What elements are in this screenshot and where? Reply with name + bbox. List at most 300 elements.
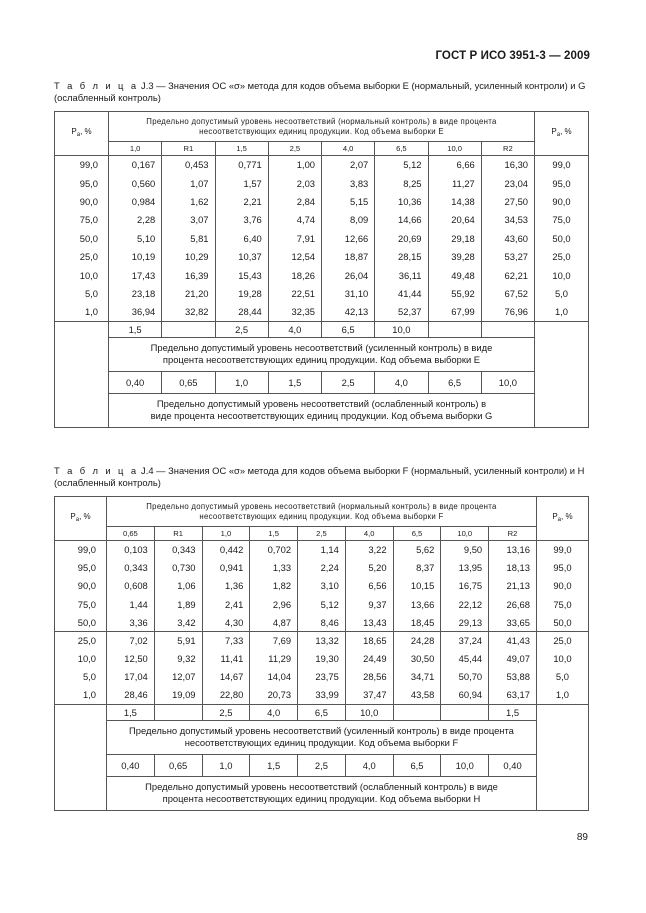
reduced-code-cell: 4,0 bbox=[375, 371, 428, 393]
value-cell: 17,04 bbox=[107, 668, 155, 686]
tightened-code-cell: 10,0 bbox=[375, 321, 428, 337]
value-cell: 10,36 bbox=[375, 192, 428, 210]
value-cell: 50,70 bbox=[441, 668, 489, 686]
value-cell: 12,66 bbox=[322, 229, 375, 247]
table-row bbox=[55, 211, 589, 229]
pa-value-left: 99,0 bbox=[55, 156, 109, 174]
value-cell: 3,07 bbox=[162, 211, 215, 229]
pa-value-right: 10,0 bbox=[535, 266, 589, 284]
codes-row bbox=[55, 527, 589, 541]
value-cell: 49,48 bbox=[428, 266, 481, 284]
value-cell: 0,343 bbox=[107, 559, 155, 577]
pa-value-right: 90,0 bbox=[536, 577, 588, 595]
codes-row bbox=[55, 142, 589, 156]
value-cell: 28,15 bbox=[375, 247, 428, 265]
value-cell: 0,560 bbox=[109, 174, 162, 192]
value-cell: 36,11 bbox=[375, 266, 428, 284]
value-cell: 18,45 bbox=[393, 613, 441, 631]
pa-value-right: 95,0 bbox=[536, 559, 588, 577]
pa-value-left: 25,0 bbox=[55, 631, 107, 649]
value-cell: 11,27 bbox=[428, 174, 481, 192]
value-cell: 2,28 bbox=[109, 211, 162, 229]
value-cell: 5,91 bbox=[154, 631, 202, 649]
pa-subscript: a bbox=[75, 517, 80, 523]
table-j3-caption bbox=[54, 80, 594, 103]
code-cell: 1,5 bbox=[215, 142, 268, 156]
value-cell: 27,50 bbox=[481, 192, 534, 210]
pa-value-right: 5,0 bbox=[535, 284, 589, 302]
value-cell: 16,30 bbox=[481, 156, 534, 174]
value-cell: 2,41 bbox=[202, 595, 250, 613]
pa-value-right: 50,0 bbox=[535, 229, 589, 247]
value-cell: 10,15 bbox=[393, 577, 441, 595]
tightened-inspection-text: Предельно допустимый уровень несоответствий (усиленный контроль) в виде процента несоответствующих единиц продукции. Код объема выборки Е bbox=[109, 337, 535, 371]
value-cell: 11,29 bbox=[250, 650, 298, 668]
value-cell: 13,16 bbox=[489, 541, 537, 559]
value-cell: 12,54 bbox=[268, 247, 321, 265]
value-cell: 1,89 bbox=[154, 595, 202, 613]
pa-symbol: P bbox=[551, 127, 557, 136]
value-cell: 30,50 bbox=[393, 650, 441, 668]
tightened-inspection-text: Предельно допустимый уровень несоответствий (усиленный контроль) в виде процента несоответствующих единиц продукции. Код объема выборки F bbox=[107, 720, 537, 754]
pa-value-right: 95,0 bbox=[535, 174, 589, 192]
pa-value-left: 10,0 bbox=[55, 266, 109, 284]
header-row bbox=[55, 497, 589, 527]
table-row bbox=[55, 229, 589, 247]
code-cell: 10,0 bbox=[428, 142, 481, 156]
pa-symbol: P bbox=[552, 512, 558, 521]
value-cell: 0,984 bbox=[109, 192, 162, 210]
value-cell: 5,81 bbox=[162, 229, 215, 247]
pa-unit: , % bbox=[561, 512, 573, 521]
value-cell: 13,66 bbox=[393, 595, 441, 613]
tightened-text-row bbox=[55, 720, 589, 754]
value-cell: 24,49 bbox=[345, 650, 393, 668]
value-cell: 4,74 bbox=[268, 211, 321, 229]
code-cell: 4,0 bbox=[322, 142, 375, 156]
code-cell: 2,5 bbox=[298, 527, 346, 541]
reduced-code-cell: 1,0 bbox=[202, 754, 250, 776]
table-row bbox=[55, 541, 589, 559]
value-cell: 10,19 bbox=[109, 247, 162, 265]
tightened-code-cell: 2,5 bbox=[215, 321, 268, 337]
value-cell: 14,66 bbox=[375, 211, 428, 229]
value-cell: 21,20 bbox=[162, 284, 215, 302]
value-cell: 0,941 bbox=[202, 559, 250, 577]
value-cell: 28,46 bbox=[107, 686, 155, 704]
value-cell: 41,43 bbox=[489, 631, 537, 649]
value-cell: 12,07 bbox=[154, 668, 202, 686]
value-cell: 16,75 bbox=[441, 577, 489, 595]
pa-unit: , % bbox=[80, 127, 92, 136]
value-cell: 4,87 bbox=[250, 613, 298, 631]
code-cell: 6,5 bbox=[375, 142, 428, 156]
value-cell: 22,80 bbox=[202, 686, 250, 704]
value-cell: 1,82 bbox=[250, 577, 298, 595]
value-cell: 6,56 bbox=[345, 577, 393, 595]
normal-inspection-header: Предельно допустимый уровень несоответствий (нормальный контроль) в виде процента несоответствующих единиц продукции. Код объема выборки Е bbox=[109, 112, 535, 142]
value-cell: 67,52 bbox=[481, 284, 534, 302]
pa-subscript: a bbox=[76, 132, 81, 138]
footer-blank-right bbox=[535, 321, 589, 427]
value-cell: 37,24 bbox=[441, 631, 489, 649]
tightened-code-cell: 1,5 bbox=[109, 321, 162, 337]
value-cell: 0,343 bbox=[154, 541, 202, 559]
pa-value-left: 90,0 bbox=[55, 577, 107, 595]
value-cell: 34,71 bbox=[393, 668, 441, 686]
value-cell: 5,15 bbox=[322, 192, 375, 210]
value-cell: 0,453 bbox=[162, 156, 215, 174]
value-cell: 0,167 bbox=[109, 156, 162, 174]
value-cell: 1,14 bbox=[298, 541, 346, 559]
value-cell: 31,10 bbox=[322, 284, 375, 302]
value-cell: 37,47 bbox=[345, 686, 393, 704]
value-cell: 5,62 bbox=[393, 541, 441, 559]
value-cell: 33,99 bbox=[298, 686, 346, 704]
pa-value-left: 75,0 bbox=[55, 211, 109, 229]
pa-value-left: 99,0 bbox=[55, 541, 107, 559]
code-cell: 2,5 bbox=[268, 142, 321, 156]
value-cell: 32,35 bbox=[268, 303, 321, 321]
value-cell: 14,04 bbox=[250, 668, 298, 686]
tightened-code-cell bbox=[162, 321, 215, 337]
pa-subscript: a bbox=[557, 517, 562, 523]
value-cell: 6,40 bbox=[215, 229, 268, 247]
pa-value-right: 90,0 bbox=[535, 192, 589, 210]
value-cell: 0,608 bbox=[107, 577, 155, 595]
value-cell: 2,96 bbox=[250, 595, 298, 613]
reduced-code-cell: 0,40 bbox=[107, 754, 155, 776]
pa-value-left: 75,0 bbox=[55, 595, 107, 613]
pa-value-right: 50,0 bbox=[536, 613, 588, 631]
value-cell: 6,66 bbox=[428, 156, 481, 174]
reduced-codes-row bbox=[55, 371, 589, 393]
page-number: 89 bbox=[576, 832, 588, 843]
pa-value-left: 1,0 bbox=[55, 303, 109, 321]
value-cell: 36,94 bbox=[109, 303, 162, 321]
value-cell: 1,44 bbox=[107, 595, 155, 613]
pa-value-right: 25,0 bbox=[536, 631, 588, 649]
value-cell: 14,67 bbox=[202, 668, 250, 686]
pa-value-right: 10,0 bbox=[536, 650, 588, 668]
code-cell: 10,0 bbox=[441, 527, 489, 541]
value-cell: 11,41 bbox=[202, 650, 250, 668]
pa-value-right: 99,0 bbox=[536, 541, 588, 559]
tightened-code-cell: 2,5 bbox=[202, 704, 250, 720]
value-cell: 22,51 bbox=[268, 284, 321, 302]
reduced-inspection-text: Предельно допустимый уровень несоответствий (ослабленный контроль) в виде процента несоответствующих единиц продукции. Код объема выборки G bbox=[109, 393, 535, 427]
value-cell: 19,30 bbox=[298, 650, 346, 668]
table-j3 bbox=[54, 111, 589, 428]
tightened-code-cell bbox=[481, 321, 534, 337]
reduced-codes-row bbox=[55, 754, 589, 776]
value-cell: 10,29 bbox=[162, 247, 215, 265]
tightened-code-cell: 1,5 bbox=[489, 704, 537, 720]
value-cell: 10,37 bbox=[215, 247, 268, 265]
value-cell: 62,21 bbox=[481, 266, 534, 284]
table-row bbox=[55, 174, 589, 192]
value-cell: 19,09 bbox=[154, 686, 202, 704]
value-cell: 7,69 bbox=[250, 631, 298, 649]
value-cell: 4,30 bbox=[202, 613, 250, 631]
value-cell: 2,03 bbox=[268, 174, 321, 192]
table-row bbox=[55, 650, 589, 668]
pa-value-right: 25,0 bbox=[535, 247, 589, 265]
tightened-code-cell bbox=[441, 704, 489, 720]
value-cell: 0,442 bbox=[202, 541, 250, 559]
value-cell: 52,37 bbox=[375, 303, 428, 321]
reduced-code-cell: 0,40 bbox=[489, 754, 537, 776]
tightened-code-cell: 1,5 bbox=[107, 704, 155, 720]
reduced-code-cell: 2,5 bbox=[322, 371, 375, 393]
value-cell: 9,37 bbox=[345, 595, 393, 613]
pa-value-right: 75,0 bbox=[535, 211, 589, 229]
tightened-code-cell: 4,0 bbox=[250, 704, 298, 720]
table-j4 bbox=[54, 496, 589, 811]
tightened-code-cell: 6,5 bbox=[298, 704, 346, 720]
table-row bbox=[55, 686, 589, 704]
value-cell: 29,18 bbox=[428, 229, 481, 247]
value-cell: 3,42 bbox=[154, 613, 202, 631]
value-cell: 23,04 bbox=[481, 174, 534, 192]
value-cell: 8,37 bbox=[393, 559, 441, 577]
caption-text: J.3 — Значения ОС «σ» метода для кодов объема выборки Е (нормальный, усиленный контроли) и G (ослабленный контроль) bbox=[54, 80, 586, 103]
code-cell: R2 bbox=[481, 142, 534, 156]
table-row bbox=[55, 266, 589, 284]
code-cell: 1,0 bbox=[109, 142, 162, 156]
table-row bbox=[55, 595, 589, 613]
value-cell: 20,69 bbox=[375, 229, 428, 247]
pa-value-left: 1,0 bbox=[55, 686, 107, 704]
footer-blank-left bbox=[55, 321, 109, 427]
reduced-code-cell: 1,0 bbox=[215, 371, 268, 393]
table-row bbox=[55, 284, 589, 302]
document-header: ГОСТ Р ИСО 3951-3 — 2009 bbox=[435, 50, 590, 62]
pa-symbol: P bbox=[70, 512, 76, 521]
table-row bbox=[55, 247, 589, 265]
table-row bbox=[55, 668, 589, 686]
header-row bbox=[55, 112, 589, 142]
value-cell: 15,43 bbox=[215, 266, 268, 284]
pa-unit: , % bbox=[560, 127, 572, 136]
value-cell: 17,43 bbox=[109, 266, 162, 284]
value-cell: 0,103 bbox=[107, 541, 155, 559]
tightened-code-cell: 10,0 bbox=[345, 704, 393, 720]
value-cell: 14,38 bbox=[428, 192, 481, 210]
code-cell: R1 bbox=[162, 142, 215, 156]
value-cell: 20,64 bbox=[428, 211, 481, 229]
value-cell: 9,50 bbox=[441, 541, 489, 559]
value-cell: 5,20 bbox=[345, 559, 393, 577]
table-row bbox=[55, 631, 589, 649]
pa-value-left: 95,0 bbox=[55, 174, 109, 192]
value-cell: 18,26 bbox=[268, 266, 321, 284]
value-cell: 12,50 bbox=[107, 650, 155, 668]
value-cell: 63,17 bbox=[489, 686, 537, 704]
tightened-codes-row bbox=[55, 321, 589, 337]
pa-value-left: 5,0 bbox=[55, 668, 107, 686]
value-cell: 0,771 bbox=[215, 156, 268, 174]
value-cell: 8,25 bbox=[375, 174, 428, 192]
value-cell: 1,57 bbox=[215, 174, 268, 192]
table-row bbox=[55, 156, 589, 174]
normal-inspection-header: Предельно допустимый уровень несоответствий (нормальный контроль) в виде процента несоответствующих единиц продукции. Код объема выборки F bbox=[107, 497, 537, 527]
value-cell: 0,702 bbox=[250, 541, 298, 559]
value-cell: 8,09 bbox=[322, 211, 375, 229]
pa-header-right bbox=[535, 112, 589, 156]
value-cell: 5,12 bbox=[375, 156, 428, 174]
reduced-code-cell: 0,65 bbox=[162, 371, 215, 393]
value-cell: 43,58 bbox=[393, 686, 441, 704]
value-cell: 33,65 bbox=[489, 613, 537, 631]
value-cell: 5,10 bbox=[109, 229, 162, 247]
pa-header-right bbox=[536, 497, 588, 541]
pa-value-right: 75,0 bbox=[536, 595, 588, 613]
table-row bbox=[55, 192, 589, 210]
value-cell: 23,75 bbox=[298, 668, 346, 686]
caption-label: Т а б л и ц а bbox=[54, 80, 139, 91]
reduced-code-cell: 6,5 bbox=[428, 371, 481, 393]
value-cell: 8,46 bbox=[298, 613, 346, 631]
value-cell: 7,91 bbox=[268, 229, 321, 247]
table-row bbox=[55, 559, 589, 577]
value-cell: 53,27 bbox=[481, 247, 534, 265]
value-cell: 60,94 bbox=[441, 686, 489, 704]
value-cell: 45,44 bbox=[441, 650, 489, 668]
value-cell: 13,32 bbox=[298, 631, 346, 649]
tightened-code-cell bbox=[428, 321, 481, 337]
pa-header-left bbox=[55, 112, 109, 156]
code-cell: 0,65 bbox=[107, 527, 155, 541]
value-cell: 20,73 bbox=[250, 686, 298, 704]
code-cell: R1 bbox=[154, 527, 202, 541]
reduced-code-cell: 0,65 bbox=[154, 754, 202, 776]
reduced-text-row bbox=[55, 393, 589, 427]
pa-subscript: a bbox=[556, 132, 561, 138]
value-cell: 26,68 bbox=[489, 595, 537, 613]
pa-symbol: P bbox=[71, 127, 77, 136]
value-cell: 76,96 bbox=[481, 303, 534, 321]
value-cell: 1,62 bbox=[162, 192, 215, 210]
tightened-code-cell bbox=[154, 704, 202, 720]
pa-value-right: 1,0 bbox=[536, 686, 588, 704]
reduced-code-cell: 6,5 bbox=[393, 754, 441, 776]
pa-value-left: 50,0 bbox=[55, 229, 109, 247]
value-cell: 7,33 bbox=[202, 631, 250, 649]
tightened-codes-row bbox=[55, 704, 589, 720]
pa-value-left: 90,0 bbox=[55, 192, 109, 210]
reduced-code-cell: 2,5 bbox=[298, 754, 346, 776]
reduced-code-cell: 4,0 bbox=[345, 754, 393, 776]
tightened-code-cell: 4,0 bbox=[268, 321, 321, 337]
table-row bbox=[55, 577, 589, 595]
value-cell: 21,13 bbox=[489, 577, 537, 595]
value-cell: 41,44 bbox=[375, 284, 428, 302]
reduced-text-row bbox=[55, 776, 589, 810]
value-cell: 13,43 bbox=[345, 613, 393, 631]
value-cell: 49,07 bbox=[489, 650, 537, 668]
pa-value-left: 50,0 bbox=[55, 613, 107, 631]
value-cell: 7,02 bbox=[107, 631, 155, 649]
value-cell: 53,88 bbox=[489, 668, 537, 686]
footer-blank-right bbox=[536, 704, 588, 810]
value-cell: 5,12 bbox=[298, 595, 346, 613]
pa-value-left: 25,0 bbox=[55, 247, 109, 265]
reduced-code-cell: 1,5 bbox=[250, 754, 298, 776]
value-cell: 28,44 bbox=[215, 303, 268, 321]
pa-value-left: 95,0 bbox=[55, 559, 107, 577]
value-cell: 3,22 bbox=[345, 541, 393, 559]
value-cell: 55,92 bbox=[428, 284, 481, 302]
value-cell: 18,87 bbox=[322, 247, 375, 265]
pa-value-right: 1,0 bbox=[535, 303, 589, 321]
value-cell: 22,12 bbox=[441, 595, 489, 613]
caption-label: Т а б л и ц а bbox=[54, 465, 139, 476]
reduced-code-cell: 10,0 bbox=[441, 754, 489, 776]
value-cell: 39,28 bbox=[428, 247, 481, 265]
table-j4-caption bbox=[54, 465, 594, 488]
value-cell: 28,56 bbox=[345, 668, 393, 686]
value-cell: 13,95 bbox=[441, 559, 489, 577]
code-cell: 1,5 bbox=[250, 527, 298, 541]
pa-value-left: 10,0 bbox=[55, 650, 107, 668]
value-cell: 9,32 bbox=[154, 650, 202, 668]
caption-text: J.4 — Значения ОС «σ» метода для кодов объема выборки F (нормальный, усиленный контроли) и Н (ослабленный контроль) bbox=[54, 465, 585, 488]
pa-value-left: 5,0 bbox=[55, 284, 109, 302]
value-cell: 16,39 bbox=[162, 266, 215, 284]
value-cell: 34,53 bbox=[481, 211, 534, 229]
pa-value-right: 5,0 bbox=[536, 668, 588, 686]
value-cell: 18,65 bbox=[345, 631, 393, 649]
table-row bbox=[55, 613, 589, 631]
reduced-code-cell: 0,40 bbox=[109, 371, 162, 393]
value-cell: 26,04 bbox=[322, 266, 375, 284]
code-cell: 6,5 bbox=[393, 527, 441, 541]
value-cell: 3,10 bbox=[298, 577, 346, 595]
tightened-text-row bbox=[55, 337, 589, 371]
tightened-code-cell bbox=[393, 704, 441, 720]
value-cell: 1,00 bbox=[268, 156, 321, 174]
value-cell: 3,36 bbox=[107, 613, 155, 631]
table-row bbox=[55, 303, 589, 321]
code-cell: 4,0 bbox=[345, 527, 393, 541]
reduced-code-cell: 1,5 bbox=[268, 371, 321, 393]
footer-blank-left bbox=[55, 704, 107, 810]
pa-value-right: 99,0 bbox=[535, 156, 589, 174]
value-cell: 2,24 bbox=[298, 559, 346, 577]
value-cell: 32,82 bbox=[162, 303, 215, 321]
value-cell: 1,06 bbox=[154, 577, 202, 595]
value-cell: 67,99 bbox=[428, 303, 481, 321]
value-cell: 23,18 bbox=[109, 284, 162, 302]
value-cell: 0,730 bbox=[154, 559, 202, 577]
code-cell: R2 bbox=[489, 527, 537, 541]
value-cell: 1,36 bbox=[202, 577, 250, 595]
value-cell: 24,28 bbox=[393, 631, 441, 649]
value-cell: 42,13 bbox=[322, 303, 375, 321]
reduced-code-cell: 10,0 bbox=[481, 371, 534, 393]
value-cell: 3,76 bbox=[215, 211, 268, 229]
code-cell: 1,0 bbox=[202, 527, 250, 541]
value-cell: 2,21 bbox=[215, 192, 268, 210]
reduced-inspection-text: Предельно допустимый уровень несоответствий (ослабленный контроль) в виде процента несоответствующих единиц продукции. Код объема выборки Н bbox=[107, 776, 537, 810]
value-cell: 2,07 bbox=[322, 156, 375, 174]
value-cell: 19,28 bbox=[215, 284, 268, 302]
tightened-code-cell: 6,5 bbox=[322, 321, 375, 337]
value-cell: 3,83 bbox=[322, 174, 375, 192]
value-cell: 29,13 bbox=[441, 613, 489, 631]
value-cell: 43,60 bbox=[481, 229, 534, 247]
